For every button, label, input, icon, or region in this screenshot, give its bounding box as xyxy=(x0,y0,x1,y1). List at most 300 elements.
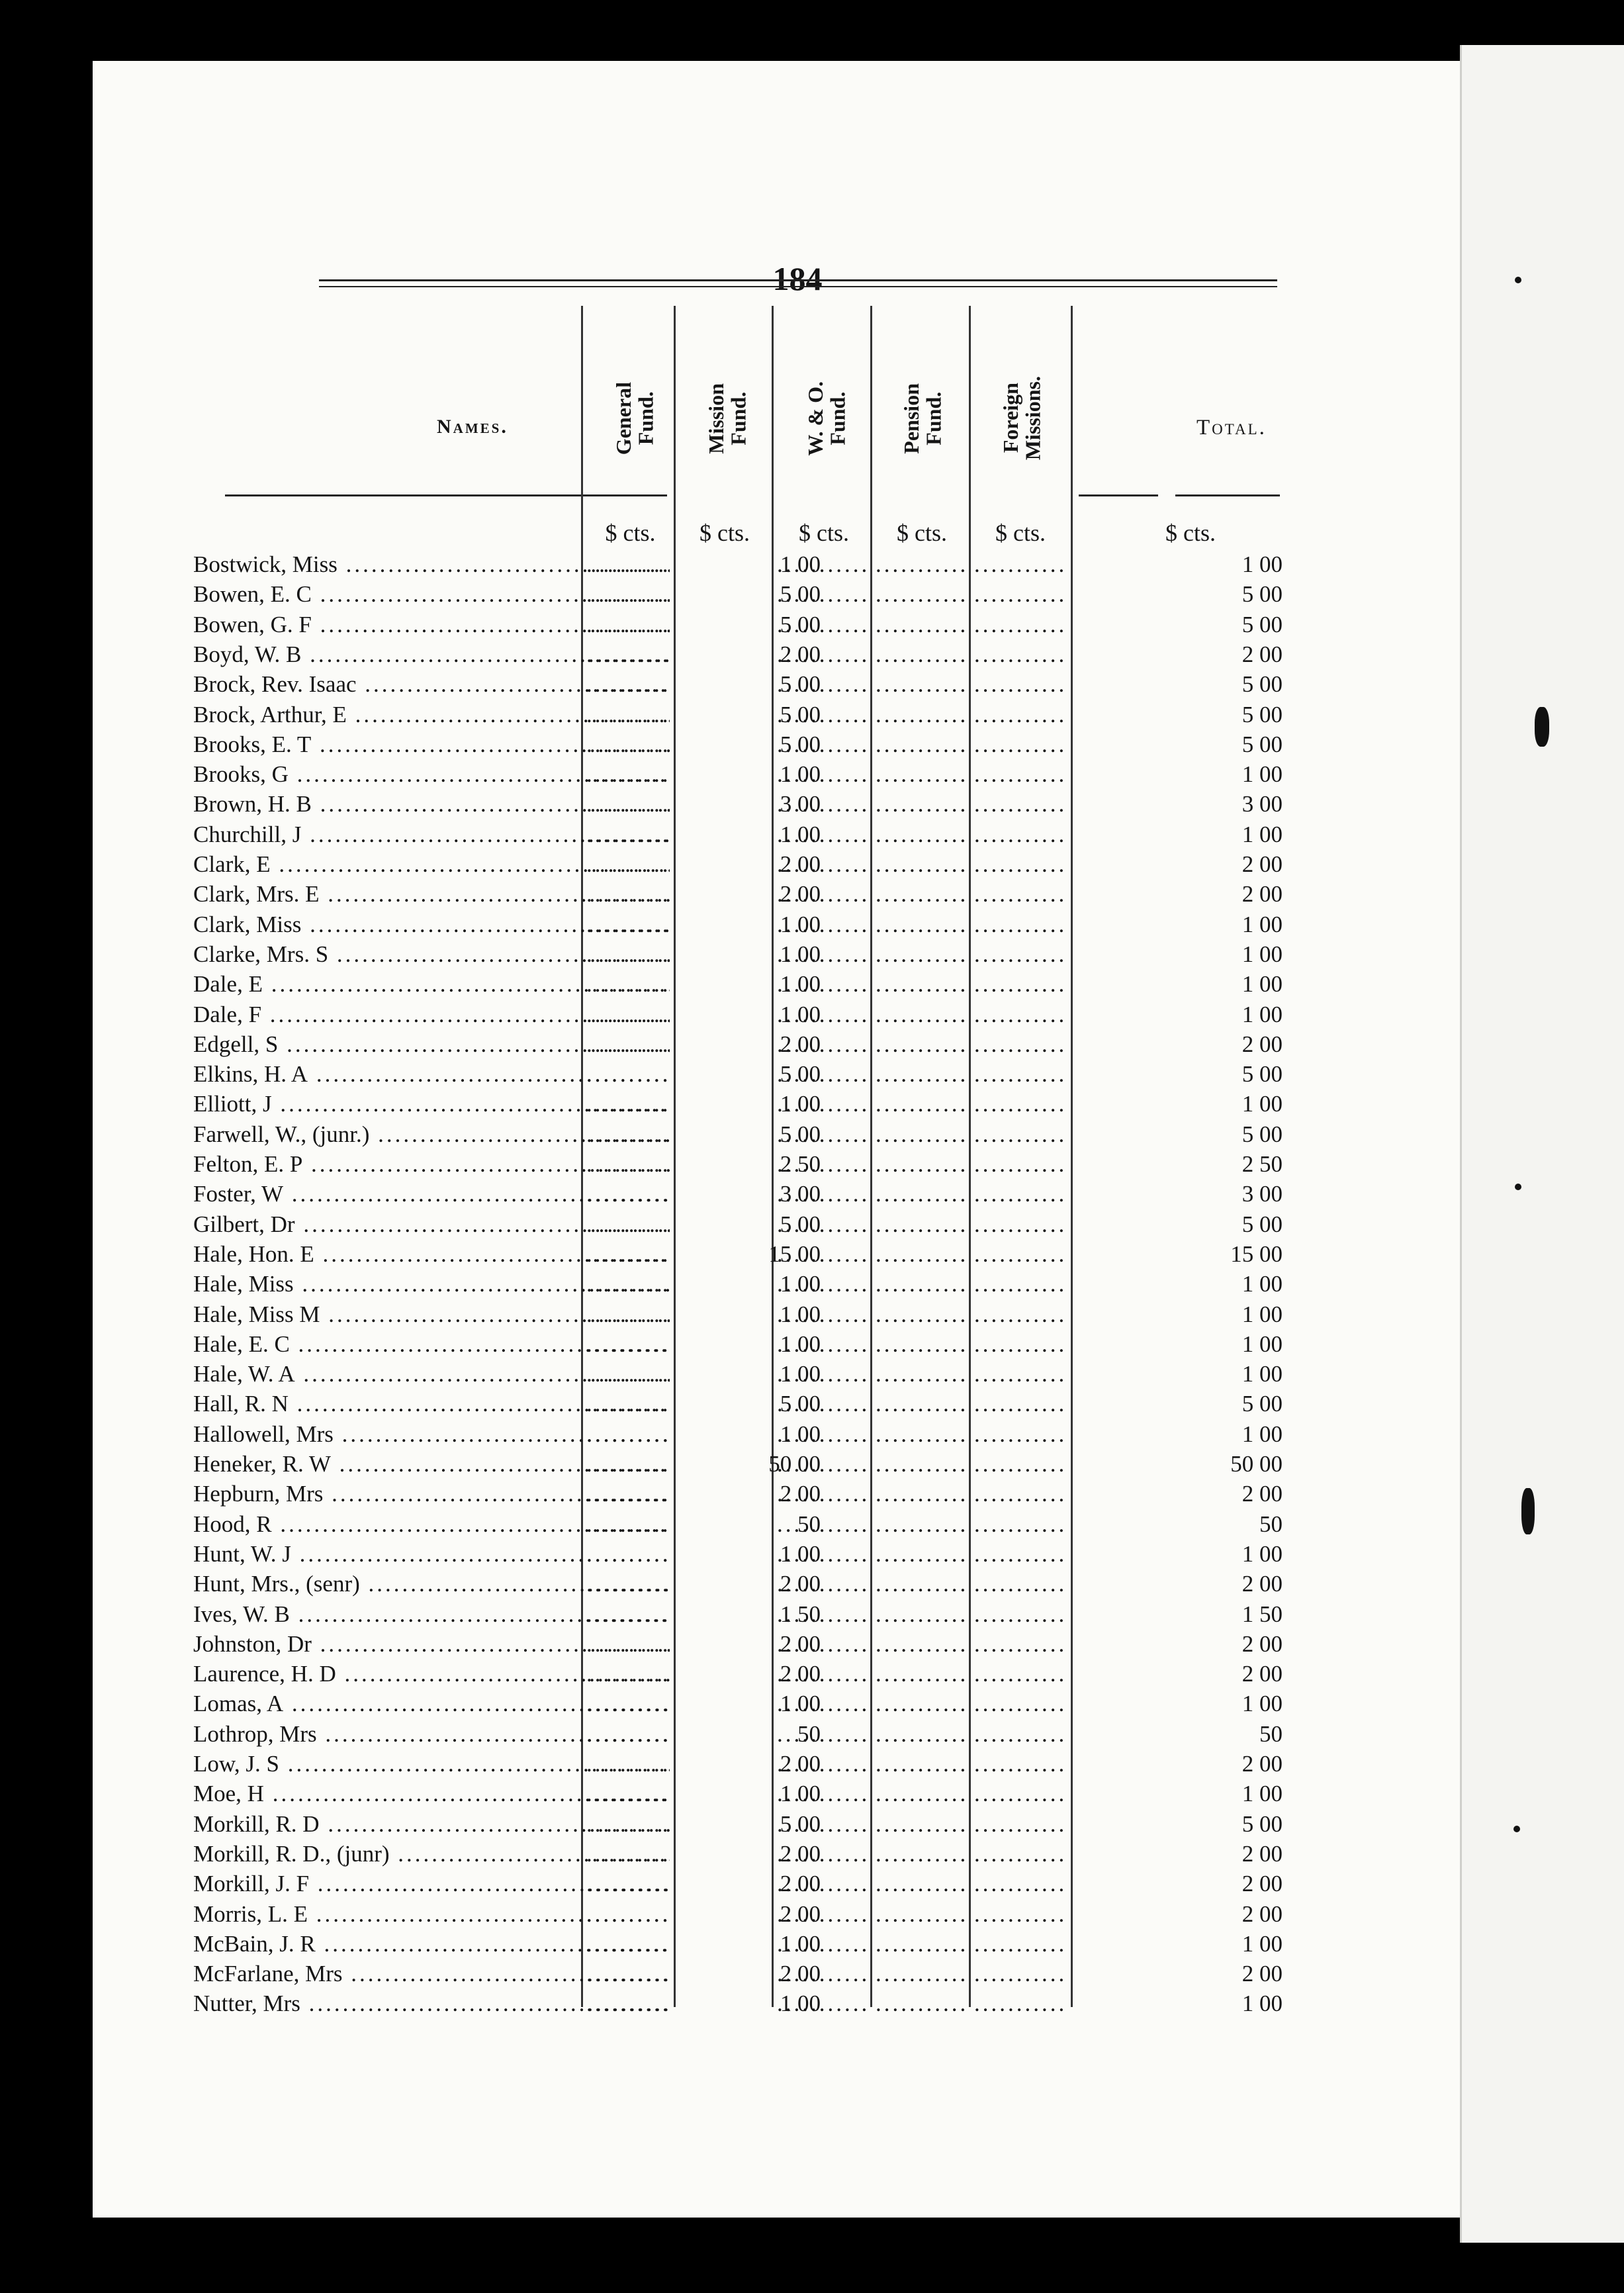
pension-fund-dots xyxy=(876,1659,966,1689)
mission-fund-amount: 2 00 xyxy=(780,1630,821,1657)
pension-fund-dots xyxy=(876,939,966,969)
foreign-missions-dots xyxy=(974,819,1067,849)
total-amount: 2 00 xyxy=(1241,1630,1283,1657)
total-amount: 2 00 xyxy=(1241,1871,1283,1897)
ink-spot xyxy=(1513,1826,1520,1832)
mission-fund-amount: 1 00 xyxy=(780,1990,821,2017)
pension-fund-dots xyxy=(876,1029,966,1059)
wo-fund-dots xyxy=(777,1149,867,1179)
wo-fund-dots xyxy=(777,1539,867,1569)
header-rule-names xyxy=(225,494,667,496)
table-row xyxy=(93,1569,1476,1599)
foreign-missions-dots xyxy=(974,1000,1067,1029)
mission-fund-amount: 1 00 xyxy=(780,1930,821,1957)
contributor-name: Clark, E ..... xyxy=(193,849,670,879)
general-fund-dots xyxy=(586,1000,670,1029)
total-amount: 2 00 xyxy=(1241,1840,1283,1867)
foreign-missions-dots xyxy=(974,1269,1067,1299)
wo-fund-dots xyxy=(777,1749,867,1779)
header-wo-fund: W. & O. Fund. xyxy=(803,381,850,456)
foreign-missions-dots xyxy=(974,1389,1067,1419)
table-row xyxy=(93,849,1476,879)
general-fund-dots xyxy=(586,1689,670,1718)
pension-fund-dots xyxy=(876,1389,966,1419)
contributor-name: Laurence, H. D ..... xyxy=(193,1659,670,1689)
table-row xyxy=(93,1719,1476,1749)
foreign-missions-dots xyxy=(974,910,1067,939)
mission-fund-amount: 2 00 xyxy=(780,1481,821,1507)
wo-fund-dots xyxy=(777,549,867,579)
contributor-name: Morkill, R. D ..... xyxy=(193,1809,670,1839)
general-fund-dots xyxy=(586,1239,670,1269)
mission-fund-amount: 1 00 xyxy=(780,1271,821,1297)
wo-fund-dots xyxy=(777,639,867,669)
foreign-missions-dots xyxy=(974,1989,1067,2018)
contributor-name: Bowen, E. C ..... xyxy=(193,579,670,609)
mission-fund-amount: 1 00 xyxy=(780,1331,821,1357)
general-fund-dots xyxy=(586,639,670,669)
contributor-name: Hunt, Mrs., (senr) ..... xyxy=(193,1569,670,1599)
total-amount: 5 00 xyxy=(1241,701,1283,727)
foreign-missions-dots xyxy=(974,1719,1067,1749)
wo-fund-dots xyxy=(777,1269,867,1299)
total-amount: 1 00 xyxy=(1241,1001,1283,1027)
foreign-missions-dots xyxy=(974,1419,1067,1449)
wo-fund-dots xyxy=(777,1659,867,1689)
contributor-name: Bowen, G. F ..... xyxy=(193,610,670,639)
total-amount: 1 00 xyxy=(1241,761,1283,788)
total-amount: 2 00 xyxy=(1241,1961,1283,1987)
general-fund-dots xyxy=(586,700,670,729)
table-row xyxy=(93,1179,1476,1209)
foreign-missions-dots xyxy=(974,1599,1067,1629)
table-row xyxy=(93,1509,1476,1539)
general-fund-dots xyxy=(586,1539,670,1569)
contributor-name: Bostwick, Miss ..... xyxy=(193,549,670,579)
mission-fund-amount: 1 00 xyxy=(780,1540,821,1567)
wo-fund-dots xyxy=(777,729,867,759)
mission-fund-amount: 5 00 xyxy=(780,1211,821,1237)
table-row xyxy=(93,1089,1476,1119)
ledger-page xyxy=(93,61,1476,2218)
pension-fund-dots xyxy=(876,700,966,729)
wo-fund-dots xyxy=(777,1359,867,1389)
cts-pension: $ cts. xyxy=(897,520,947,546)
foreign-missions-dots xyxy=(974,1089,1067,1119)
header-total: Total. xyxy=(1196,416,1267,440)
pension-fund-dots xyxy=(876,1689,966,1718)
foreign-missions-dots xyxy=(974,610,1067,639)
general-fund-dots xyxy=(586,1029,670,1059)
wo-fund-dots xyxy=(777,969,867,999)
total-amount: 1 00 xyxy=(1241,1301,1283,1327)
pension-fund-dots xyxy=(876,639,966,669)
wo-fund-dots xyxy=(777,789,867,819)
total-amount: 1 00 xyxy=(1241,1781,1283,1807)
general-fund-dots xyxy=(586,1509,670,1539)
rule-top-second xyxy=(319,286,1277,287)
mission-fund-amount: 50 00 xyxy=(768,1451,821,1477)
wo-fund-dots xyxy=(777,610,867,639)
contributor-name: Clark, Mrs. E ..... xyxy=(193,879,670,909)
table-row xyxy=(93,1929,1476,1959)
pension-fund-dots xyxy=(876,1569,966,1599)
contributor-name: Foster, W ..... xyxy=(193,1179,670,1209)
table-row xyxy=(93,1809,1476,1839)
pension-fund-dots xyxy=(876,910,966,939)
wo-fund-dots xyxy=(777,1779,867,1808)
foreign-missions-dots xyxy=(974,669,1067,699)
general-fund-dots xyxy=(586,1839,670,1869)
table-row xyxy=(93,1629,1476,1659)
wo-fund-dots xyxy=(777,1419,867,1449)
table-row xyxy=(93,729,1476,759)
contributor-name: Johnston, Dr ..... xyxy=(193,1629,670,1659)
table-row xyxy=(93,1839,1476,1869)
wo-fund-dots xyxy=(777,1479,867,1509)
general-fund-dots xyxy=(586,610,670,639)
foreign-missions-dots xyxy=(974,1149,1067,1179)
table-row xyxy=(93,700,1476,729)
foreign-missions-dots xyxy=(974,1059,1067,1089)
general-fund-dots xyxy=(586,579,670,609)
pension-fund-dots xyxy=(876,1119,966,1149)
foreign-missions-dots xyxy=(974,1479,1067,1509)
contributor-name: Dale, F ..... xyxy=(193,1000,670,1029)
wo-fund-dots xyxy=(777,1239,867,1269)
foreign-missions-dots xyxy=(974,729,1067,759)
total-amount: 1 00 xyxy=(1241,1421,1283,1447)
mission-fund-amount: 5 00 xyxy=(780,731,821,757)
wo-fund-dots xyxy=(777,1000,867,1029)
mission-fund-amount: 2 00 xyxy=(780,851,821,877)
table-row xyxy=(93,1059,1476,1089)
pension-fund-dots xyxy=(876,669,966,699)
foreign-missions-dots xyxy=(974,1749,1067,1779)
table-row xyxy=(93,610,1476,639)
mission-fund-amount: 1 00 xyxy=(780,821,821,847)
mission-fund-amount: 3 00 xyxy=(780,791,821,818)
pension-fund-dots xyxy=(876,1089,966,1119)
table-row xyxy=(93,1329,1476,1359)
general-fund-dots xyxy=(586,1929,670,1959)
mission-fund-amount: 2 00 xyxy=(780,1840,821,1867)
pension-fund-dots xyxy=(876,759,966,789)
mission-fund-amount: 2 00 xyxy=(780,1661,821,1687)
total-amount: 1 00 xyxy=(1241,941,1283,967)
total-amount: 2 00 xyxy=(1241,1481,1283,1507)
table-row xyxy=(93,1269,1476,1299)
mission-fund-amount: 5 00 xyxy=(780,581,821,608)
foreign-missions-dots xyxy=(974,1689,1067,1718)
table-row xyxy=(93,1449,1476,1479)
pension-fund-dots xyxy=(876,1869,966,1898)
foreign-missions-dots xyxy=(974,639,1067,669)
contributor-name: Morkill, R. D., (junr) ..... xyxy=(193,1839,670,1869)
total-amount: 3 00 xyxy=(1241,1181,1283,1207)
total-amount: 1 00 xyxy=(1241,1930,1283,1957)
total-amount: 1 00 xyxy=(1241,1990,1283,2017)
wo-fund-dots xyxy=(777,910,867,939)
ink-spot xyxy=(1515,277,1521,283)
header-pension-fund: Pension Fund. xyxy=(899,383,946,454)
wo-fund-dots xyxy=(777,1689,867,1718)
general-fund-dots xyxy=(586,1449,670,1479)
ink-spot xyxy=(1535,707,1549,747)
mission-fund-amount: 5 00 xyxy=(780,701,821,727)
mission-fund-amount: 1 00 xyxy=(780,1421,821,1447)
cts-total: $ cts. xyxy=(1165,520,1216,546)
foreign-missions-dots xyxy=(974,549,1067,579)
wo-fund-dots xyxy=(777,1299,867,1329)
wo-fund-dots xyxy=(777,1719,867,1749)
total-amount: 5 00 xyxy=(1241,581,1283,608)
header-rule-total-a xyxy=(1079,494,1158,496)
table-row xyxy=(93,1029,1476,1059)
cts-foreign: $ cts. xyxy=(995,520,1046,546)
wo-fund-dots xyxy=(777,1089,867,1119)
page-number: 184 xyxy=(772,260,823,297)
general-fund-dots xyxy=(586,849,670,879)
general-fund-dots xyxy=(586,1959,670,1989)
mission-fund-amount: 5 00 xyxy=(780,1121,821,1147)
table-row xyxy=(93,1209,1476,1239)
pension-fund-dots xyxy=(876,1629,966,1659)
total-amount: 2 00 xyxy=(1241,1571,1283,1597)
foreign-missions-dots xyxy=(974,1779,1067,1808)
mission-fund-amount: 5 00 xyxy=(780,671,821,698)
table-row xyxy=(93,879,1476,909)
foreign-missions-dots xyxy=(974,759,1067,789)
pension-fund-dots xyxy=(876,1989,966,2018)
foreign-missions-dots xyxy=(974,1509,1067,1539)
total-amount: 2 00 xyxy=(1241,881,1283,908)
general-fund-dots xyxy=(586,910,670,939)
foreign-missions-dots xyxy=(974,1959,1067,1989)
wo-fund-dots xyxy=(777,1569,867,1599)
contributor-name: Hale, Miss M ..... xyxy=(193,1299,670,1329)
table-row xyxy=(93,789,1476,819)
wo-fund-dots xyxy=(777,879,867,909)
contributor-name: Edgell, S ..... xyxy=(193,1029,670,1059)
table-row xyxy=(93,910,1476,939)
table-row xyxy=(93,1599,1476,1629)
foreign-missions-dots xyxy=(974,1809,1067,1839)
foreign-missions-dots xyxy=(974,1239,1067,1269)
header-names: Names. xyxy=(437,416,508,438)
contributor-name: Heneker, R. W ..... xyxy=(193,1449,670,1479)
wo-fund-dots xyxy=(777,1959,867,1989)
contributor-name: Elliott, J ..... xyxy=(193,1089,670,1119)
mission-fund-amount: 1 00 xyxy=(780,1301,821,1327)
total-amount: 1 50 xyxy=(1241,1601,1283,1627)
total-amount: 2 50 xyxy=(1241,1151,1283,1177)
mission-fund-amount: 50 xyxy=(797,1720,821,1747)
contributor-name: Hall, R. N ..... xyxy=(193,1389,670,1419)
mission-fund-amount: 2 00 xyxy=(780,881,821,908)
general-fund-dots xyxy=(586,1149,670,1179)
pension-fund-dots xyxy=(876,729,966,759)
pension-fund-dots xyxy=(876,549,966,579)
contributor-name: Hepburn, Mrs ..... xyxy=(193,1479,670,1509)
pension-fund-dots xyxy=(876,1809,966,1839)
mission-fund-amount: 1 00 xyxy=(780,911,821,937)
general-fund-dots xyxy=(586,1599,670,1629)
pension-fund-dots xyxy=(876,1419,966,1449)
foreign-missions-dots xyxy=(974,1899,1067,1929)
pension-fund-dots xyxy=(876,1359,966,1389)
general-fund-dots xyxy=(586,1119,670,1149)
general-fund-dots xyxy=(586,1269,670,1299)
table-row xyxy=(93,1539,1476,1569)
mission-fund-amount: 1 00 xyxy=(780,1781,821,1807)
pension-fund-dots xyxy=(876,879,966,909)
total-amount: 1 00 xyxy=(1241,1271,1283,1297)
foreign-missions-dots xyxy=(974,1569,1067,1599)
foreign-missions-dots xyxy=(974,1329,1067,1359)
foreign-missions-dots xyxy=(974,849,1067,879)
pension-fund-dots xyxy=(876,849,966,879)
table-row xyxy=(93,1000,1476,1029)
table-row xyxy=(93,1239,1476,1269)
cts-general: $ cts. xyxy=(605,520,656,546)
pension-fund-dots xyxy=(876,1329,966,1359)
wo-fund-dots xyxy=(777,1929,867,1959)
pension-fund-dots xyxy=(876,1749,966,1779)
pension-fund-dots xyxy=(876,1479,966,1509)
table-row xyxy=(93,1149,1476,1179)
mission-fund-amount: 5 00 xyxy=(780,1391,821,1417)
mission-fund-amount: 1 50 xyxy=(780,1601,821,1627)
general-fund-dots xyxy=(586,759,670,789)
header-general-fund: General Fund. xyxy=(611,381,658,455)
mission-fund-amount: 2 00 xyxy=(780,641,821,667)
foreign-missions-dots xyxy=(974,1539,1067,1569)
ink-spot xyxy=(1515,1184,1521,1190)
foreign-missions-dots xyxy=(974,1449,1067,1479)
pension-fund-dots xyxy=(876,969,966,999)
total-amount: 5 00 xyxy=(1241,1391,1283,1417)
total-amount: 50 00 xyxy=(1230,1451,1283,1477)
table-row xyxy=(93,1689,1476,1718)
mission-fund-amount: 1 00 xyxy=(780,551,821,577)
pension-fund-dots xyxy=(876,1179,966,1209)
general-fund-dots xyxy=(586,789,670,819)
rule-top xyxy=(319,279,1277,281)
table-row xyxy=(93,1989,1476,2018)
total-amount: 2 00 xyxy=(1241,851,1283,877)
contributor-name: Lomas, A ..... xyxy=(193,1689,670,1718)
total-amount: 2 00 xyxy=(1241,1900,1283,1927)
total-amount: 5 00 xyxy=(1241,731,1283,757)
mission-fund-amount: 1 00 xyxy=(780,1091,821,1117)
wo-fund-dots xyxy=(777,700,867,729)
wo-fund-dots xyxy=(777,939,867,969)
pension-fund-dots xyxy=(876,1719,966,1749)
mission-fund-amount: 1 00 xyxy=(780,1691,821,1717)
foreign-missions-dots xyxy=(974,1209,1067,1239)
general-fund-dots xyxy=(586,1209,670,1239)
general-fund-dots xyxy=(586,669,670,699)
pension-fund-dots xyxy=(876,1929,966,1959)
total-amount: 1 00 xyxy=(1241,1091,1283,1117)
table-row xyxy=(93,1119,1476,1149)
pension-fund-dots xyxy=(876,1299,966,1329)
ink-spot xyxy=(1521,1488,1535,1534)
wo-fund-dots xyxy=(777,1329,867,1359)
total-amount: 5 00 xyxy=(1241,1061,1283,1088)
total-amount: 1 00 xyxy=(1241,971,1283,998)
wo-fund-dots xyxy=(777,759,867,789)
contributor-name: Hale, Hon. E ..... xyxy=(193,1239,670,1269)
contributor-name: Hunt, W. J ..... xyxy=(193,1539,670,1569)
general-fund-dots xyxy=(586,1329,670,1359)
foreign-missions-dots xyxy=(974,969,1067,999)
contributor-name: Brown, H. B ..... xyxy=(193,789,670,819)
contributor-name: Brock, Rev. Isaac ..... xyxy=(193,669,670,699)
table-row xyxy=(93,939,1476,969)
contributor-name: McFarlane, Mrs ..... xyxy=(193,1959,670,1989)
wo-fund-dots xyxy=(777,1179,867,1209)
table-row xyxy=(93,1359,1476,1389)
foreign-missions-dots xyxy=(974,1929,1067,1959)
mission-fund-amount: 5 00 xyxy=(780,611,821,637)
mission-fund-amount: 3 00 xyxy=(780,1181,821,1207)
contributor-name: Nutter, Mrs ..... xyxy=(193,1989,670,2018)
contributor-name: Brooks, E. T ..... xyxy=(193,729,670,759)
pension-fund-dots xyxy=(876,1839,966,1869)
foreign-missions-dots xyxy=(974,939,1067,969)
cts-wo: $ cts. xyxy=(799,520,849,546)
wo-fund-dots xyxy=(777,1989,867,2018)
table-row xyxy=(93,579,1476,609)
table-row xyxy=(93,1389,1476,1419)
foreign-missions-dots xyxy=(974,579,1067,609)
contributor-name: Low, J. S ..... xyxy=(193,1749,670,1779)
foreign-missions-dots xyxy=(974,789,1067,819)
table-row xyxy=(93,1869,1476,1898)
table-row xyxy=(93,1899,1476,1929)
cts-mission: $ cts. xyxy=(699,520,750,546)
table-row xyxy=(93,1779,1476,1808)
contributor-name: Hallowell, Mrs ..... xyxy=(193,1419,670,1449)
pension-fund-dots xyxy=(876,819,966,849)
contributor-name: Clarke, Mrs. S ..... xyxy=(193,939,670,969)
table-row xyxy=(93,639,1476,669)
general-fund-dots xyxy=(586,1059,670,1089)
table-row xyxy=(93,1419,1476,1449)
total-amount: 5 00 xyxy=(1241,1121,1283,1147)
mission-fund-amount: 2 00 xyxy=(780,1571,821,1597)
contributor-name: Brooks, G ..... xyxy=(193,759,670,789)
mission-fund-amount: 2 00 xyxy=(780,1031,821,1057)
wo-fund-dots xyxy=(777,1809,867,1839)
general-fund-dots xyxy=(586,1779,670,1808)
mission-fund-amount: 2 00 xyxy=(780,1961,821,1987)
mission-fund-amount: 2 50 xyxy=(780,1151,821,1177)
pension-fund-dots xyxy=(876,1539,966,1569)
pension-fund-dots xyxy=(876,610,966,639)
general-fund-dots xyxy=(586,1479,670,1509)
total-amount: 1 00 xyxy=(1241,821,1283,847)
table-row xyxy=(93,1959,1476,1989)
foreign-missions-dots xyxy=(974,1299,1067,1329)
table-row xyxy=(93,969,1476,999)
general-fund-dots xyxy=(586,1359,670,1389)
table-row xyxy=(93,669,1476,699)
mission-fund-amount: 1 00 xyxy=(780,941,821,967)
total-amount: 1 00 xyxy=(1241,1540,1283,1567)
